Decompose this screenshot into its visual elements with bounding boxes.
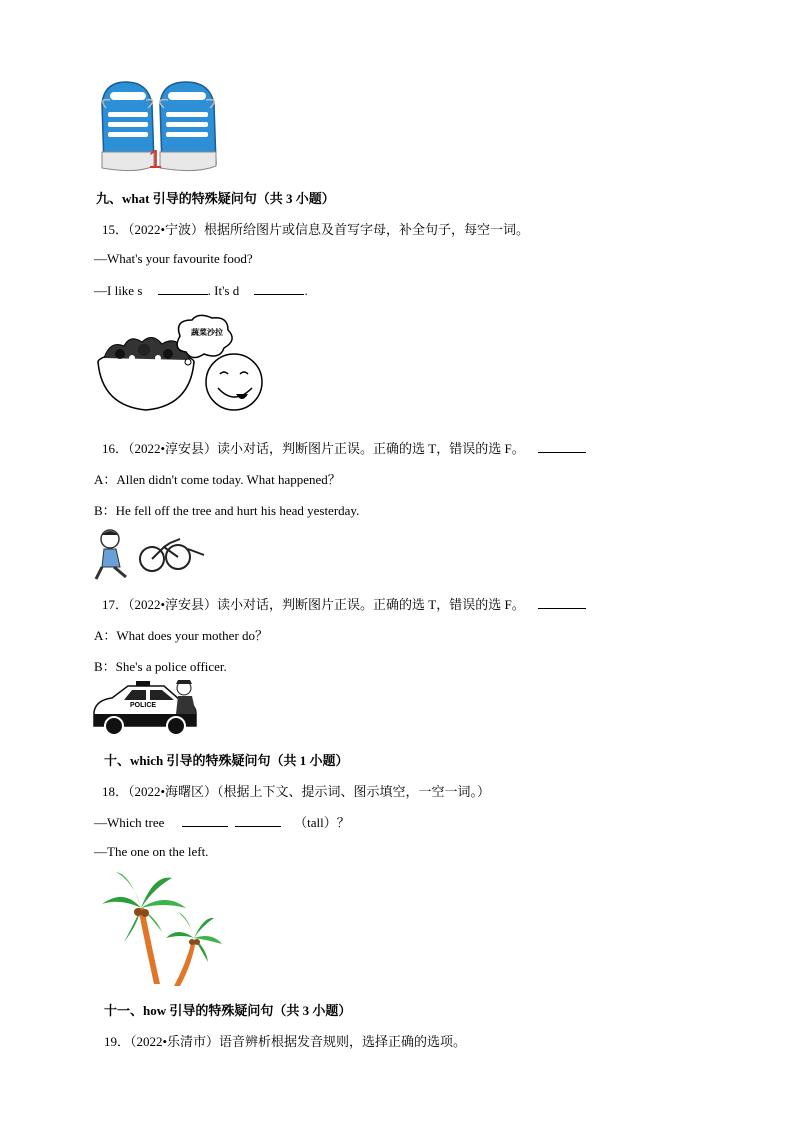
q15-line2-a: —I like s (94, 283, 143, 298)
q16-line-b: B：He fell off the tree and hurt his head yesterday. (94, 503, 360, 518)
q16-answer-blank[interactable] (538, 440, 586, 453)
q18-line1 (94, 812, 350, 831)
q16-header (102, 438, 586, 457)
palm-trees-image (94, 868, 224, 988)
section-10-title: 十、which 引导的特殊疑问句（共 1 小题） (104, 753, 349, 768)
q15-line1: —What's your favourite food? (94, 251, 253, 266)
salad-bowl-icon (96, 314, 272, 414)
q18-header: 18．（2022•海曙区）（根据上下文、提示词、图示填空，一空一词。） (102, 784, 491, 799)
q17-answer-blank[interactable] (538, 596, 586, 609)
shoes-image (96, 78, 224, 174)
q15-line2-c: . (304, 283, 308, 298)
shoes-number-label: 1 (148, 144, 163, 174)
q17-line-b: B：She's a police officer. (94, 659, 227, 674)
police-car-image (92, 678, 202, 738)
q15-blank-2[interactable] (254, 282, 304, 295)
q16-line-a: A：Allen didn't come today. What happened？ (94, 472, 341, 487)
fallen-boy-image (94, 527, 206, 583)
q17-line-a: A：What does your mother do？ (94, 628, 269, 643)
police-car-label: POLICE (130, 702, 157, 709)
salad-speech-text: 蔬菜沙拉 (191, 328, 223, 337)
q15-blank-1[interactable] (158, 282, 208, 295)
boy-bicycle-icon (94, 527, 206, 583)
q18-line1-a: —Which tree (94, 815, 165, 830)
salad-image (96, 314, 272, 414)
section-9-title: 九、what 引导的特殊疑问句（共 3 小题） (96, 191, 335, 206)
q17-header-text: 17．（2022•淳安县）读小对话，判断图片正误。正确的选 T，错误的选 F。 (102, 597, 525, 612)
q15-line2 (94, 282, 308, 299)
q19-header: 19．（2022•乐清市）语音辨析根据发音规则，选择正确的选项。 (104, 1034, 467, 1049)
q18-blank-1[interactable] (182, 814, 228, 827)
q18-blank-2[interactable] (235, 814, 281, 827)
q16-header-text: 16．（2022•淳安县）读小对话，判断图片正误。正确的选 T，错误的选 F。 (102, 441, 525, 456)
q15-line2-b: . It's d (207, 283, 240, 298)
q17-header (102, 594, 586, 613)
q18-line2: —The one on the left. (94, 844, 209, 859)
q15-header: 15．（2022•宁波）根据所给图片或信息及首写字母，补全句子，每空一词。 (102, 222, 530, 237)
section-11-title: 十一、how 引导的特殊疑问句（共 3 小题） (104, 1003, 352, 1018)
q18-line1-b: （tall）？ (294, 815, 350, 830)
palm-tree-icon (94, 868, 224, 988)
